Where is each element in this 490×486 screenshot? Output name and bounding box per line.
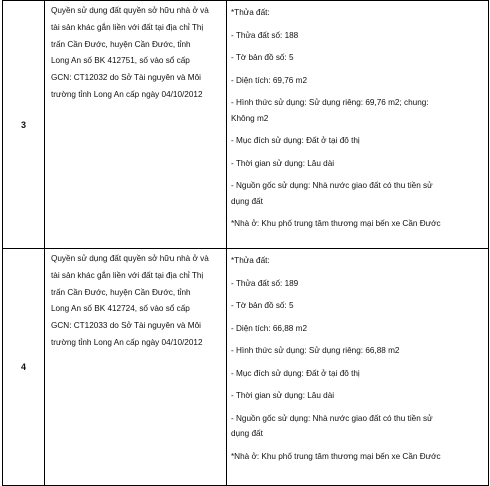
detail-line: - Diện tích: 66,88 m2 xyxy=(231,323,307,333)
detail-line: - Hình thức sử dụng: Sử dụng riêng: 66,88 m2 xyxy=(231,346,400,355)
detail-line: *Nhà ở: Khu phố trung tâm thương mại bến xe Cần Đước xyxy=(231,219,441,228)
table-row xyxy=(3,1,489,249)
asset-description-line: Long An số BK 412751, số vào sổ cấp xyxy=(51,56,190,66)
row-number: 3 xyxy=(3,1,45,249)
detail-item xyxy=(231,253,483,269)
detail-line: *Thửa đất: xyxy=(231,8,270,17)
detail-item xyxy=(231,411,483,442)
asset-description-line: tài sản khác gắn liền với đất tại địa chỉ Thị xyxy=(51,270,204,280)
detail-item xyxy=(231,321,483,337)
asset-description xyxy=(45,249,227,486)
detail-line: - Diện tích: 69,76 m2 xyxy=(231,75,307,85)
detail-line: dụng đất xyxy=(231,429,263,438)
asset-description-line: tài sản khác gắn liền với đất tại địa chỉ Thị xyxy=(51,22,204,32)
detail-item xyxy=(231,73,483,89)
asset-description-line: Quyền sử dụng đất quyền sở hữu nhà ở và xyxy=(51,6,209,15)
asset-description-line: trấn Cần Đước, huyện Cần Đước, tỉnh xyxy=(51,39,191,49)
row-number: 4 xyxy=(3,249,45,486)
asset-description-line: Quyền sử dụng đất quyền sở hữu nhà ở và xyxy=(51,254,209,263)
asset-description-line: Long An số BK 412724, số vào sổ cấp xyxy=(51,304,190,314)
detail-item xyxy=(231,366,483,382)
detail-line: - Thửa đất số: 189 xyxy=(231,278,299,288)
asset-description-line: GCN: CT12032 do Sở Tài nguyên và Môi xyxy=(51,73,201,83)
detail-item xyxy=(231,343,483,359)
asset-description-line: GCN: CT12033 do Sở Tài nguyên và Môi xyxy=(51,321,201,331)
detail-line: - Tờ bản đồ số: 5 xyxy=(231,53,294,62)
detail-line: - Mục đích sử dụng: Đất ở tại đô thị xyxy=(231,368,360,378)
detail-line: Không m2 xyxy=(231,113,269,123)
detail-item xyxy=(231,5,483,21)
detail-line: - Hình thức sử dụng: Sử dụng riêng: 69,76 m2; chung: xyxy=(231,98,429,107)
table-row xyxy=(3,249,489,486)
detail-line: - Thửa đất số: 188 xyxy=(231,30,299,40)
asset-description-line: trường tỉnh Long An cấp ngày 04/10/2012 xyxy=(51,337,203,347)
asset-details xyxy=(227,249,489,486)
detail-item xyxy=(231,50,483,66)
detail-line: - Nguồn gốc sử dụng: Nhà nước giao đất có thu tiền sử xyxy=(231,413,433,423)
detail-item xyxy=(231,388,483,404)
asset-table-body xyxy=(3,1,489,486)
detail-item xyxy=(231,156,483,172)
detail-item xyxy=(231,216,483,232)
detail-line: *Thửa đất: xyxy=(231,256,270,265)
detail-line: *Nhà ở: Khu phố trung tâm thương mại bến xe Cần Đước xyxy=(231,451,441,461)
detail-line: - Tờ bản đồ số: 5 xyxy=(231,301,294,310)
asset-details xyxy=(227,1,489,249)
detail-item xyxy=(231,178,483,209)
asset-table xyxy=(2,0,489,486)
detail-line: - Thời gian sử dụng: Lâu dài xyxy=(231,391,335,400)
detail-line: - Thời gian sử dụng: Lâu dài xyxy=(231,158,335,168)
detail-line: dụng đất xyxy=(231,196,263,206)
asset-description xyxy=(45,1,227,249)
detail-line: - Mục đích sử dụng: Đất ở tại đô thị xyxy=(231,136,360,145)
detail-item xyxy=(231,133,483,149)
detail-item xyxy=(231,28,483,44)
detail-line: - Nguồn gốc sử dụng: Nhà nước giao đất có thu tiền sử xyxy=(231,181,433,190)
asset-description-line: trường tỉnh Long An cấp ngày 04/10/2012 xyxy=(51,89,203,99)
detail-item xyxy=(231,298,483,314)
detail-item xyxy=(231,95,483,126)
asset-description-line: trấn Cần Đước, huyện Cần Đước, tỉnh xyxy=(51,287,191,297)
detail-item xyxy=(231,276,483,292)
detail-item xyxy=(231,449,483,465)
